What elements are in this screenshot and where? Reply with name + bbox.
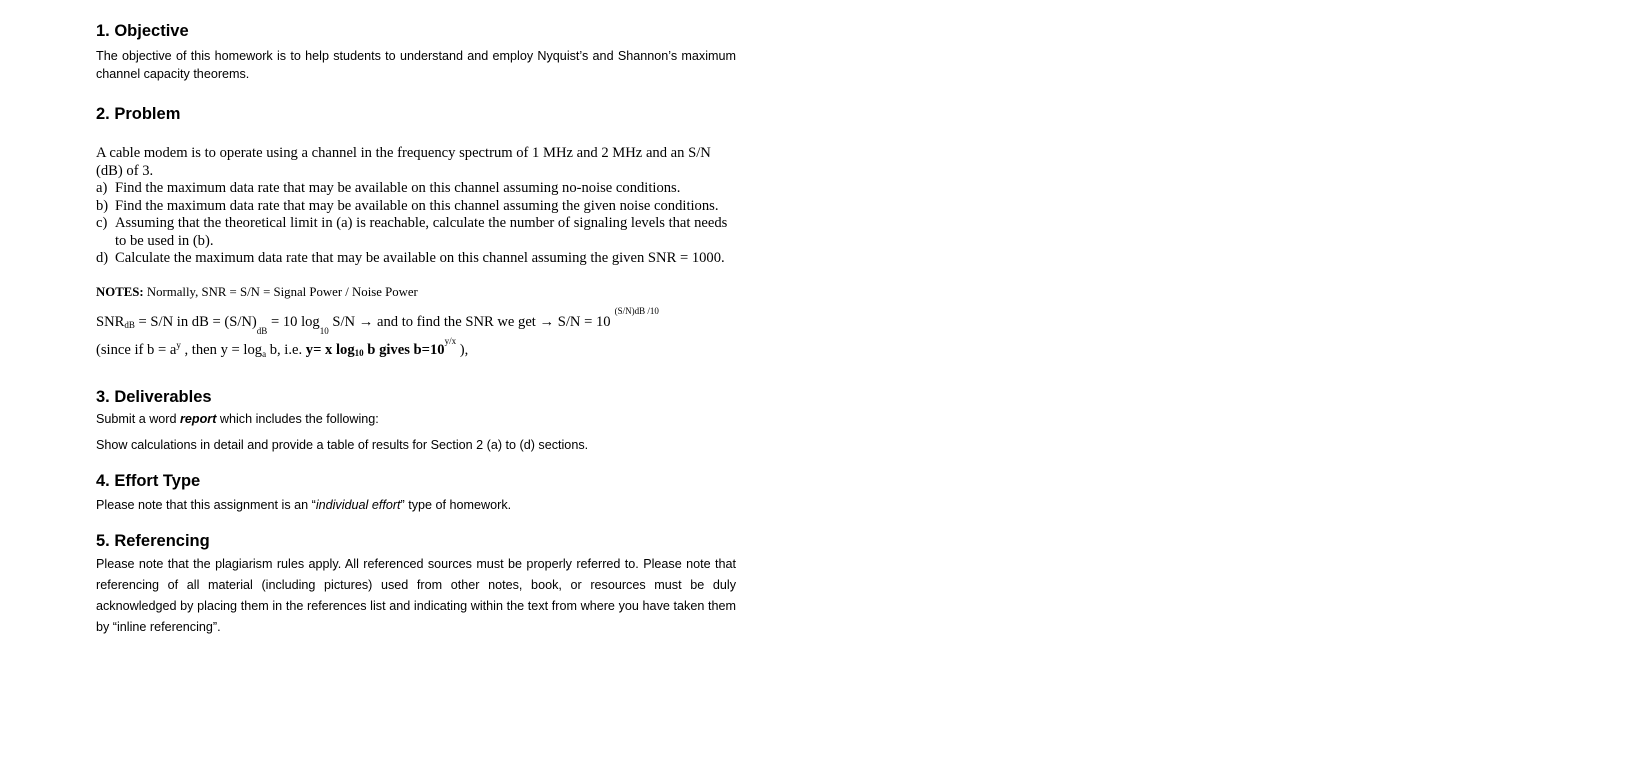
- deliverables-line-1-post: which includes the following:: [216, 411, 379, 426]
- notes-label: NOTES:: [96, 284, 144, 299]
- effort-text: [96, 496, 736, 514]
- notes-text: Normally, SNR = S/N = Signal Power / Noise Power: [143, 284, 418, 299]
- log-formula-end: ),: [456, 341, 469, 358]
- problem-item-b: [96, 198, 736, 216]
- deliverables-heading: 3. Deliverables: [96, 387, 212, 406]
- deliverables-line-1-pre: Submit a word: [96, 411, 180, 426]
- log-formula-part3: b, i.e.: [266, 341, 306, 358]
- problem-item-label: a): [96, 180, 108, 196]
- deliverables-line-1: [96, 410, 736, 428]
- problem-item-text: Calculate the maximum data rate that may be available on this channel assuming the given SNR = 1000.: [115, 250, 725, 266]
- problem-item-label: b): [96, 197, 109, 214]
- formula-part3: S/N → and to find the SNR we get → S/N = 10: [328, 313, 611, 330]
- effort-heading: 4. Effort Type: [96, 471, 201, 490]
- formula-part1: = S/N in dB = (S/N): [134, 313, 257, 330]
- objective-text: The objective of this homework is to help students to understand and employ Nyquist’s and Shannon’s maximum channel capacity theorems.: [96, 49, 736, 81]
- log-formula-part1: (since if b = a: [96, 341, 177, 358]
- notes-line: [96, 284, 736, 300]
- document-page: [96, 18, 736, 638]
- problem-item-label: d): [96, 250, 109, 266]
- problem-item-text: Assuming that the theoretical limit in (a) is reachable, calculate the number of signaling levels that needs to be used in (b).: [115, 215, 728, 249]
- referencing-heading: 5. Referencing: [96, 531, 210, 550]
- formula-snr: SNR: [96, 313, 125, 330]
- formula-part2: = 10 log: [267, 313, 320, 330]
- log-formula-sup-yx: y/x: [444, 335, 457, 346]
- problem-item-a: [96, 180, 736, 198]
- problem-list: [96, 180, 736, 268]
- snr-formula: [96, 302, 736, 334]
- log-formula-bold2: b gives b=10: [363, 341, 445, 358]
- deliverables-line-2: Show calculations in detail and provide a table of results for Section 2 (a) to (d) sections.: [96, 437, 589, 452]
- problem-item-label: c): [96, 215, 108, 231]
- log-formula-bold1: y= x log: [305, 341, 355, 358]
- log-formula-sub-10: 10: [354, 347, 364, 358]
- log-formula-sup-y: y: [176, 339, 181, 350]
- effort-pre: Please note that this assignment is an “: [96, 497, 316, 512]
- formula-log-base: 10: [319, 325, 329, 336]
- log-formula-sub-a: a: [262, 348, 267, 359]
- log-formula: [96, 334, 736, 362]
- problem-item-c: [96, 215, 736, 250]
- formula-db-subscript: dB: [124, 319, 135, 330]
- problem-item-text: Find the maximum data rate that may be available on this channel assuming the given noise conditions.: [115, 197, 719, 214]
- problem-intro: A cable modem is to operate using a channel in the frequency spectrum of 1 MHz and 2 MHz and an S/N (dB) of 3.: [96, 145, 711, 179]
- deliverables-report-em: report: [180, 411, 217, 426]
- effort-post: ” type of homework.: [400, 497, 512, 512]
- problem-item-d: [96, 250, 736, 268]
- formula-exponent: (S/N)dB /10: [614, 305, 659, 316]
- effort-em: individual effort: [315, 497, 401, 512]
- problem-item-text: Find the maximum data rate that may be available on this channel assuming no-noise conditions.: [115, 180, 681, 196]
- formula-db-subscript-2: dB: [256, 325, 268, 336]
- referencing-text: Please note that the plagiarism rules apply. All referenced sources must be properly referred to. Please note that referencing of all material (including pictures) used from other notes, book, or resources must be duly acknowledged by placing them in the references list and indicating within the text from where you have taken them by “inline referencing”.: [96, 556, 736, 634]
- problem-heading: 2. Problem: [96, 105, 181, 123]
- log-formula-part2: , then y = log: [180, 341, 263, 358]
- objective-heading: 1. Objective: [96, 22, 189, 40]
